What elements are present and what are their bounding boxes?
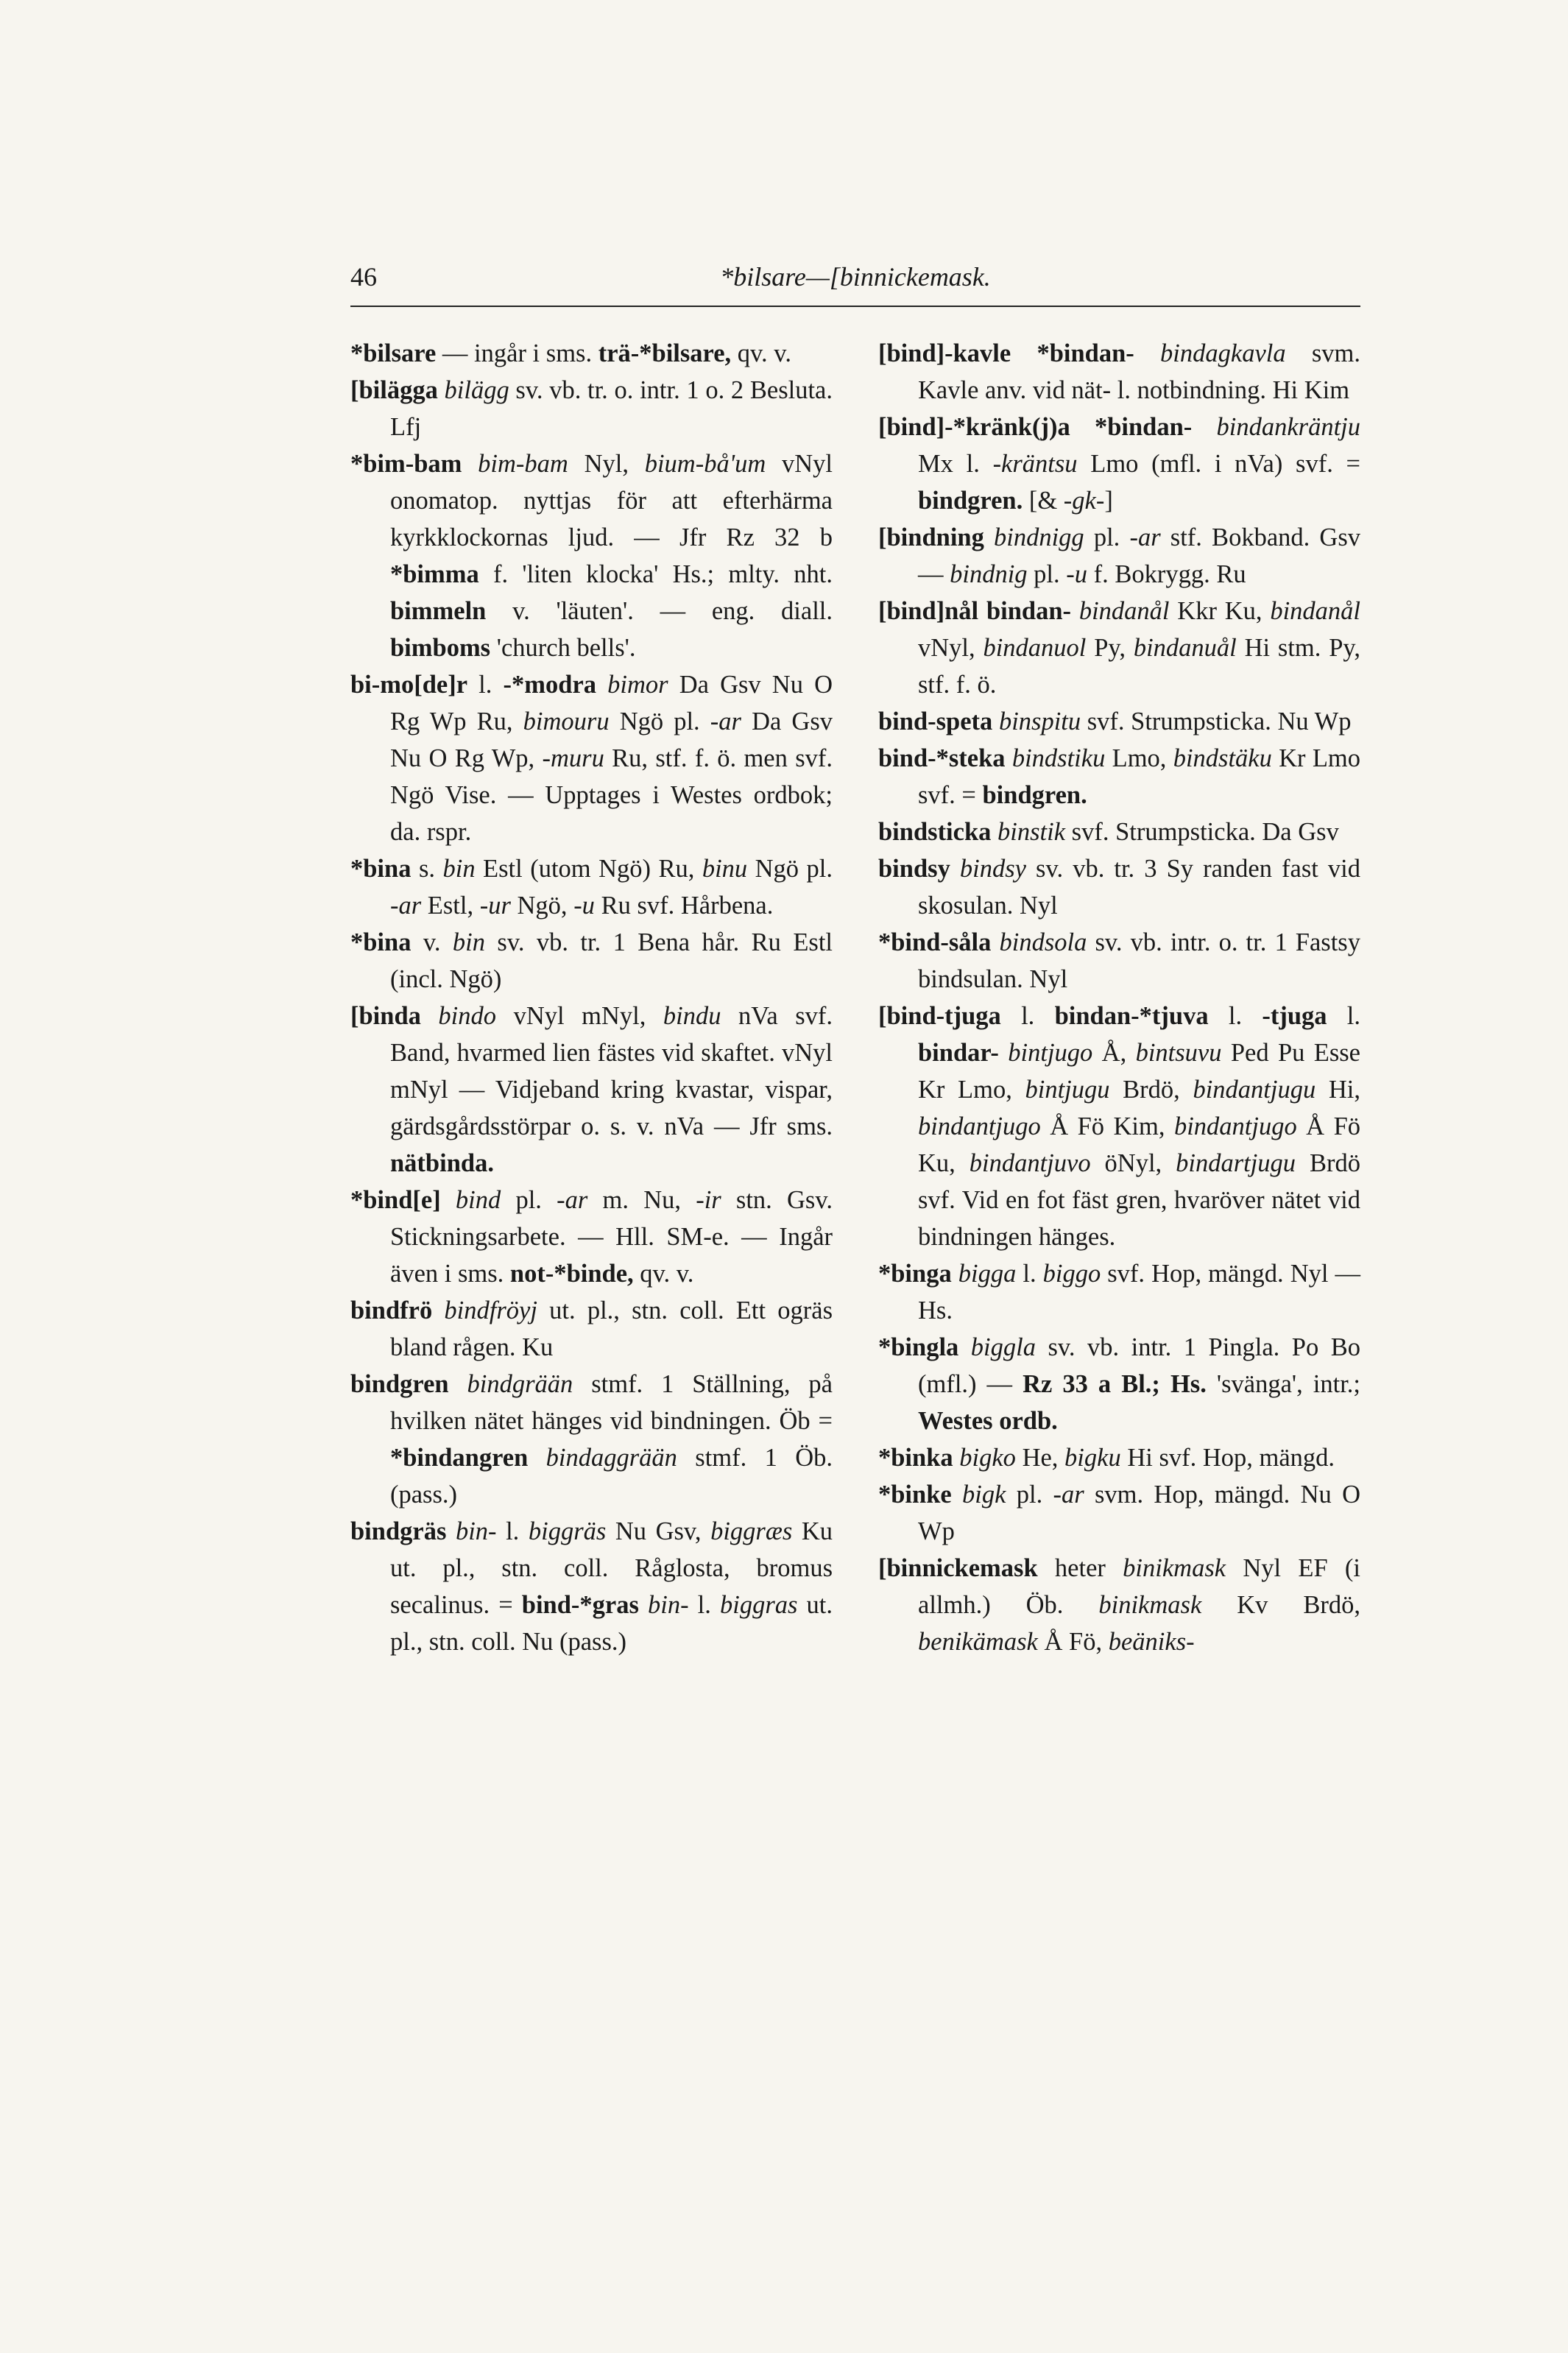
dictionary-page <box>350 261 1360 2264</box>
definition-text: stf. Bokband. Gsv — <box>918 523 1360 588</box>
definition-text: svf. Strumpsticka. Nu Wp <box>1081 708 1352 735</box>
dictionary-entry <box>878 335 1360 409</box>
cross-reference: -*modra <box>503 671 597 699</box>
definition-text: Ped Pu Esse Kr Lmo, <box>918 1039 1360 1104</box>
dialect-form: benikämask <box>918 1628 1038 1656</box>
headword: bind-*steka <box>878 744 1006 772</box>
definition-text: Py, <box>1086 634 1134 662</box>
columns <box>350 335 1360 1660</box>
headword: [bind]-kavle <box>878 339 1011 367</box>
headword: *bingla <box>878 1333 959 1361</box>
dialect-form: binikmask <box>1123 1554 1226 1582</box>
definition-text: l. <box>1208 1002 1262 1030</box>
dictionary-entry <box>878 593 1360 703</box>
dictionary-entry <box>878 1439 1360 1476</box>
dialect-form: bindantjugo <box>1173 1112 1297 1140</box>
dialect-form: bintjugu <box>1025 1076 1110 1104</box>
dialect-form: -ur <box>479 892 511 920</box>
headword: *bim-bam <box>350 450 462 478</box>
cross-reference: bindgren. <box>918 487 1023 515</box>
definition-text: sv. vb. intr. o. tr. 1 Fastsy bindsulan. Nyl <box>918 928 1360 993</box>
definition-text: pl. <box>1027 560 1067 588</box>
definition-text: svm. Kavle anv. vid nät- l. notbindning. Hi Kim <box>918 339 1361 404</box>
running-title: *bilsare—[binnickemask. <box>720 262 991 292</box>
cross-reference: Westes ordb. <box>918 1407 1058 1435</box>
dialect-form: bintjugo <box>998 1039 1093 1067</box>
cross-reference: *bindangren <box>390 1444 529 1472</box>
dialect-form: bin- <box>446 1517 497 1545</box>
headword: bindfrö <box>350 1297 433 1324</box>
right-column <box>878 335 1360 1660</box>
cross-reference: *bindan- <box>1070 413 1193 441</box>
definition-text: v. 'läuten'. — eng. diall. <box>486 597 833 625</box>
dialect-form: binspitu <box>992 708 1081 735</box>
dictionary-entry <box>350 445 833 666</box>
dictionary-entry <box>350 1292 833 1366</box>
dialect-form: biggræs <box>710 1517 793 1545</box>
definition-text: Da Gsv Nu O Rg Wp, <box>390 708 833 772</box>
dialect-form: beäniks- <box>1108 1628 1195 1656</box>
dialect-form: binikmask <box>1098 1591 1202 1619</box>
definition-text: Da Gsv Nu O Rg Wp Ru, <box>390 671 833 735</box>
cross-reference: bindgren. <box>982 781 1087 809</box>
dictionary-entry <box>350 335 833 372</box>
cross-reference: bimmeln <box>390 597 487 625</box>
dialect-form: biggo <box>1042 1260 1101 1288</box>
definition-text: l. <box>1016 1260 1043 1288</box>
dictionary-entry <box>350 666 833 850</box>
headword: *binka <box>878 1444 953 1472</box>
definition-text: Ku ut. pl., stn. coll. Råglosta, bromus secalinus. = <box>390 1517 833 1619</box>
definition-text: 'svänga', intr.; <box>1206 1370 1361 1398</box>
definition-text: Estl, <box>421 892 480 920</box>
headword: *bilsare <box>350 339 437 367</box>
dialect-form: -ar <box>710 708 741 735</box>
cross-reference: *bimma <box>390 560 479 588</box>
page-header <box>350 261 1360 306</box>
dialect-form: bindsy <box>950 855 1026 883</box>
dialect-form: bindanål <box>1071 597 1170 625</box>
dialect-form: bindanuål <box>1133 634 1237 662</box>
dialect-form: bindantjugo <box>918 1112 1041 1140</box>
definition-text: Hi svf. Hop, mängd. <box>1120 1444 1335 1472</box>
dictionary-entry <box>878 1476 1360 1550</box>
headword: [binda <box>350 1002 421 1030</box>
dialect-form: bigku <box>1064 1444 1121 1472</box>
headword: bindgren <box>350 1370 449 1398</box>
definition-text: Ngö pl. <box>609 708 710 735</box>
definition-text: vNyl, <box>918 634 983 662</box>
definition-text: Estl (utom Ngö) Ru, <box>475 855 702 883</box>
definition-text: 'church bells'. <box>490 634 636 662</box>
cross-reference: nätbinda. <box>390 1149 494 1177</box>
dialect-form: biggras <box>720 1591 798 1619</box>
dialect-form: bigko <box>953 1444 1016 1472</box>
definition-text: ut. pl., stn. coll. Nu (pass.) <box>390 1591 833 1656</box>
definition-text: nVa svf. Band, hvarmed lien fästes vid skaftet. vNyl mNyl — Vidjeband kring kvastar, vispar, gärdsgårdsstörpar o. s. v. nVa — Jfr sms. <box>390 1002 833 1140</box>
dialect-form: -ar <box>557 1186 588 1214</box>
headword: [bind]-*kränk(j)a <box>878 413 1070 441</box>
dialect-form: biggla <box>958 1333 1036 1361</box>
definition-text: l. <box>688 1591 720 1619</box>
dialect-form: bimor <box>596 671 668 699</box>
dictionary-entry <box>350 1513 833 1660</box>
definition-text: Nyl, <box>568 450 645 478</box>
dialect-form: -kräntsu <box>992 450 1078 478</box>
cross-reference: trä-*bilsare, <box>598 339 732 367</box>
definition-text: Ngö, <box>510 892 574 920</box>
headword: [bind]nål <box>878 597 979 625</box>
dictionary-entry <box>878 814 1360 850</box>
headword: *bina <box>350 928 412 956</box>
headword: *binke <box>878 1481 952 1509</box>
dialect-form: bigk <box>951 1481 1006 1509</box>
dictionary-entry <box>350 924 833 998</box>
dictionary-entry <box>878 924 1360 998</box>
dictionary-entry <box>350 372 833 445</box>
dialect-form: -gk- <box>1063 487 1105 515</box>
dialect-form: bindankräntju <box>1192 413 1361 441</box>
definition-text: Kkr Ku, <box>1169 597 1271 625</box>
definition-text: Kr Lmo svf. = <box>918 744 1360 809</box>
headword: [binnickemask <box>878 1554 1038 1582</box>
definition-text: Brdö, <box>1109 1076 1193 1104</box>
dialect-form: -u <box>1066 560 1088 588</box>
dialect-form: bimouru <box>523 708 610 735</box>
definition-text: Hi stm. Py, stf. f. ö. <box>918 634 1361 699</box>
dialect-form: bindanål <box>1270 597 1360 625</box>
dialect-form: bindo <box>420 1002 497 1030</box>
definition-text: — ingår i sms. <box>436 339 598 367</box>
dialect-form: bindagkavla <box>1134 339 1286 367</box>
definition-text: s. <box>411 855 443 883</box>
definition-text: öNyl, <box>1090 1149 1176 1177</box>
headword: bind-speta <box>878 708 993 735</box>
definition-text: qv. v. <box>731 339 791 367</box>
definition-text: pl. <box>1006 1481 1053 1509</box>
headword: bindsy <box>878 855 950 883</box>
dialect-form: -u <box>573 892 595 920</box>
definition-text: Å Fö Ku, <box>918 1112 1361 1177</box>
dictionary-entry <box>878 1255 1360 1329</box>
definition-text: vNyl onomatop. nyttjas för att efterhärma kyrkklockornas ljud. — Jfr Rz 32 b <box>390 450 833 551</box>
headword: *bina <box>350 855 412 883</box>
definition-text: f. Bokrygg. Ru <box>1087 560 1246 588</box>
dialect-form: bindanuol <box>983 634 1087 662</box>
definition-text: sv. vb. tr. o. intr. 1 o. 2 Besluta. Lfj <box>390 376 833 441</box>
dialect-form: bindnig <box>950 560 1028 588</box>
dialect-form: bindaggrään <box>528 1444 677 1472</box>
dialect-form: bindnigg <box>983 523 1084 551</box>
definition-text: Ru, stf. f. ö. men svf. Ngö Vise. — Upptages i Westes ordbok; da. rspr. <box>390 744 833 846</box>
dialect-form: bindantjuvo <box>969 1149 1091 1177</box>
definition-text: m. Nu, <box>587 1186 696 1214</box>
dialect-form: bind <box>440 1186 501 1214</box>
dialect-form: binstik <box>991 818 1066 846</box>
definition-text: Brdö svf. Vid en fot fäst gren, hvaröver nätet vid bindningen hänges. <box>918 1149 1360 1251</box>
headword: bi-mo[de]r <box>350 671 468 699</box>
cross-reference: bimboms <box>390 634 491 662</box>
headword: bindsticka <box>878 818 992 846</box>
definition-text: Hi, <box>1316 1076 1360 1104</box>
definition-text: pl. <box>501 1186 557 1214</box>
dictionary-entry <box>350 1366 833 1513</box>
definition-text: Lmo, <box>1105 744 1173 772</box>
definition-text: stmf. 1 Ställning, på hvilken nätet hänges vid bindningen. Öb = <box>390 1370 833 1435</box>
definition-text: Lmo (mfl. i nVa) svf. = <box>1077 450 1360 478</box>
definition-text: Nu Gsv, <box>606 1517 711 1545</box>
cross-reference: bindan- <box>978 597 1072 625</box>
headword: *bind[e] <box>350 1186 441 1214</box>
definition-text: sv. vb. tr. 3 Sy randen fast vid skosulan. Nyl <box>918 855 1360 920</box>
definition-text: vNyl mNyl, <box>496 1002 663 1030</box>
definition-text: Mx l. <box>918 450 993 478</box>
definition-text: Nyl EF (i allmh.) Öb. <box>918 1554 1361 1619</box>
dictionary-entry <box>878 519 1360 593</box>
headword: bindgräs <box>350 1517 447 1545</box>
definition-text: v. <box>411 928 453 956</box>
definition-text: svm. Hop, mängd. Nu O Wp <box>918 1481 1360 1545</box>
definition-text: stmf. 1 Öb. (pass.) <box>390 1444 833 1509</box>
definition-text: svf. Hop, mängd. Nyl — Hs. <box>918 1260 1360 1324</box>
dialect-form: -ar <box>1129 523 1161 551</box>
dialect-form: bin- <box>638 1591 689 1619</box>
definition-text: ut. pl., stn. coll. Ett ogräs bland rågen. Ku <box>390 1297 833 1361</box>
dictionary-entry <box>350 998 833 1182</box>
definition-text: Å, <box>1092 1039 1136 1067</box>
cross-reference: bindan-*tjuva <box>1054 1002 1209 1030</box>
dialect-form: bindfröyj <box>432 1297 537 1324</box>
dialect-form: bindstiku <box>1005 744 1106 772</box>
definition-text: l. <box>1327 1002 1361 1030</box>
dictionary-entry <box>350 850 833 924</box>
cross-reference: -tjuga <box>1262 1002 1327 1030</box>
definition-text: ] <box>1104 487 1113 515</box>
dialect-form: bindartjugu <box>1176 1149 1296 1177</box>
dialect-form: -ar <box>390 892 422 920</box>
dialect-form: -muru <box>542 744 604 772</box>
headword: *binga <box>878 1260 952 1288</box>
dictionary-entry <box>878 850 1360 924</box>
definition-text: l. <box>496 1517 529 1545</box>
cross-reference: bind-*gras <box>521 1591 639 1619</box>
definition-text: l. <box>467 671 504 699</box>
dialect-form: bin <box>442 855 476 883</box>
dictionary-entry <box>350 1182 833 1292</box>
headword: [bindning <box>878 523 984 551</box>
cross-reference: bindar- <box>918 1039 999 1067</box>
definition-text: Ru svf. Hårbena. <box>594 892 774 920</box>
definition-text: svf. Strumpsticka. Da Gsv <box>1065 818 1339 846</box>
definition-text: sv. vb. intr. 1 Pingla. Po Bo (mfl.) — <box>918 1333 1361 1398</box>
dialect-form: bilägg <box>437 376 509 404</box>
definition-text: pl. <box>1084 523 1130 551</box>
dialect-form: bindsola <box>991 928 1087 956</box>
header-rule <box>350 306 1360 307</box>
dictionary-entry <box>878 1329 1360 1439</box>
definition-text: Å Fö Kim, <box>1040 1112 1174 1140</box>
left-column <box>350 335 833 1660</box>
definition-text: l. <box>1000 1002 1055 1030</box>
definition-text: sv. vb. tr. 1 Bena hår. Ru Estl (incl. Ngö) <box>390 928 833 993</box>
headword: [bind-tjuga <box>878 1002 1001 1030</box>
dictionary-entry <box>878 998 1360 1255</box>
dictionary-entry <box>878 740 1360 814</box>
dialect-form: -ar <box>1053 1481 1084 1509</box>
dialect-form: bin <box>452 928 485 956</box>
definition-text: Kv Brdö, <box>1201 1591 1360 1619</box>
headword: [bilägga <box>350 376 438 404</box>
dialect-form: bim-bam <box>462 450 568 478</box>
dialect-form: biggräs <box>528 1517 607 1545</box>
dialect-form: bindgrään <box>448 1370 573 1398</box>
definition-text: heter <box>1037 1554 1123 1582</box>
dialect-form: bigga <box>951 1260 1017 1288</box>
dialect-form: bindu <box>663 1002 721 1030</box>
cross-reference: not-*binde, <box>509 1260 634 1288</box>
dialect-form: bium-bå'um <box>644 450 766 478</box>
dialect-form: binu <box>702 855 748 883</box>
cross-reference: *bindan- <box>1011 339 1134 367</box>
definition-text: qv. v. <box>633 1260 694 1288</box>
dictionary-entry <box>878 703 1360 740</box>
dialect-form: bindantjugu <box>1193 1076 1316 1104</box>
dialect-form: bindstäku <box>1173 744 1272 772</box>
dialect-form: -ir <box>696 1186 721 1214</box>
dictionary-entry <box>878 1550 1360 1660</box>
page-number: 46 <box>350 262 377 292</box>
dictionary-entry <box>878 409 1360 519</box>
cross-reference: Rz 33 a Bl.; Hs. <box>1023 1370 1207 1398</box>
definition-text: He, <box>1015 1444 1065 1472</box>
definition-text: [& <box>1023 487 1064 515</box>
headword: *bind-såla <box>878 928 992 956</box>
definition-text: stn. Gsv. Stickningsarbete. — Hll. SM-e. — Ingår även i sms. <box>390 1186 833 1288</box>
dialect-form: bintsuvu <box>1135 1039 1222 1067</box>
definition-text: Å Fö, <box>1037 1628 1109 1656</box>
definition-text: Ngö pl. <box>747 855 833 883</box>
definition-text: f. 'liten klocka' Hs.; mlty. nht. <box>478 560 833 588</box>
